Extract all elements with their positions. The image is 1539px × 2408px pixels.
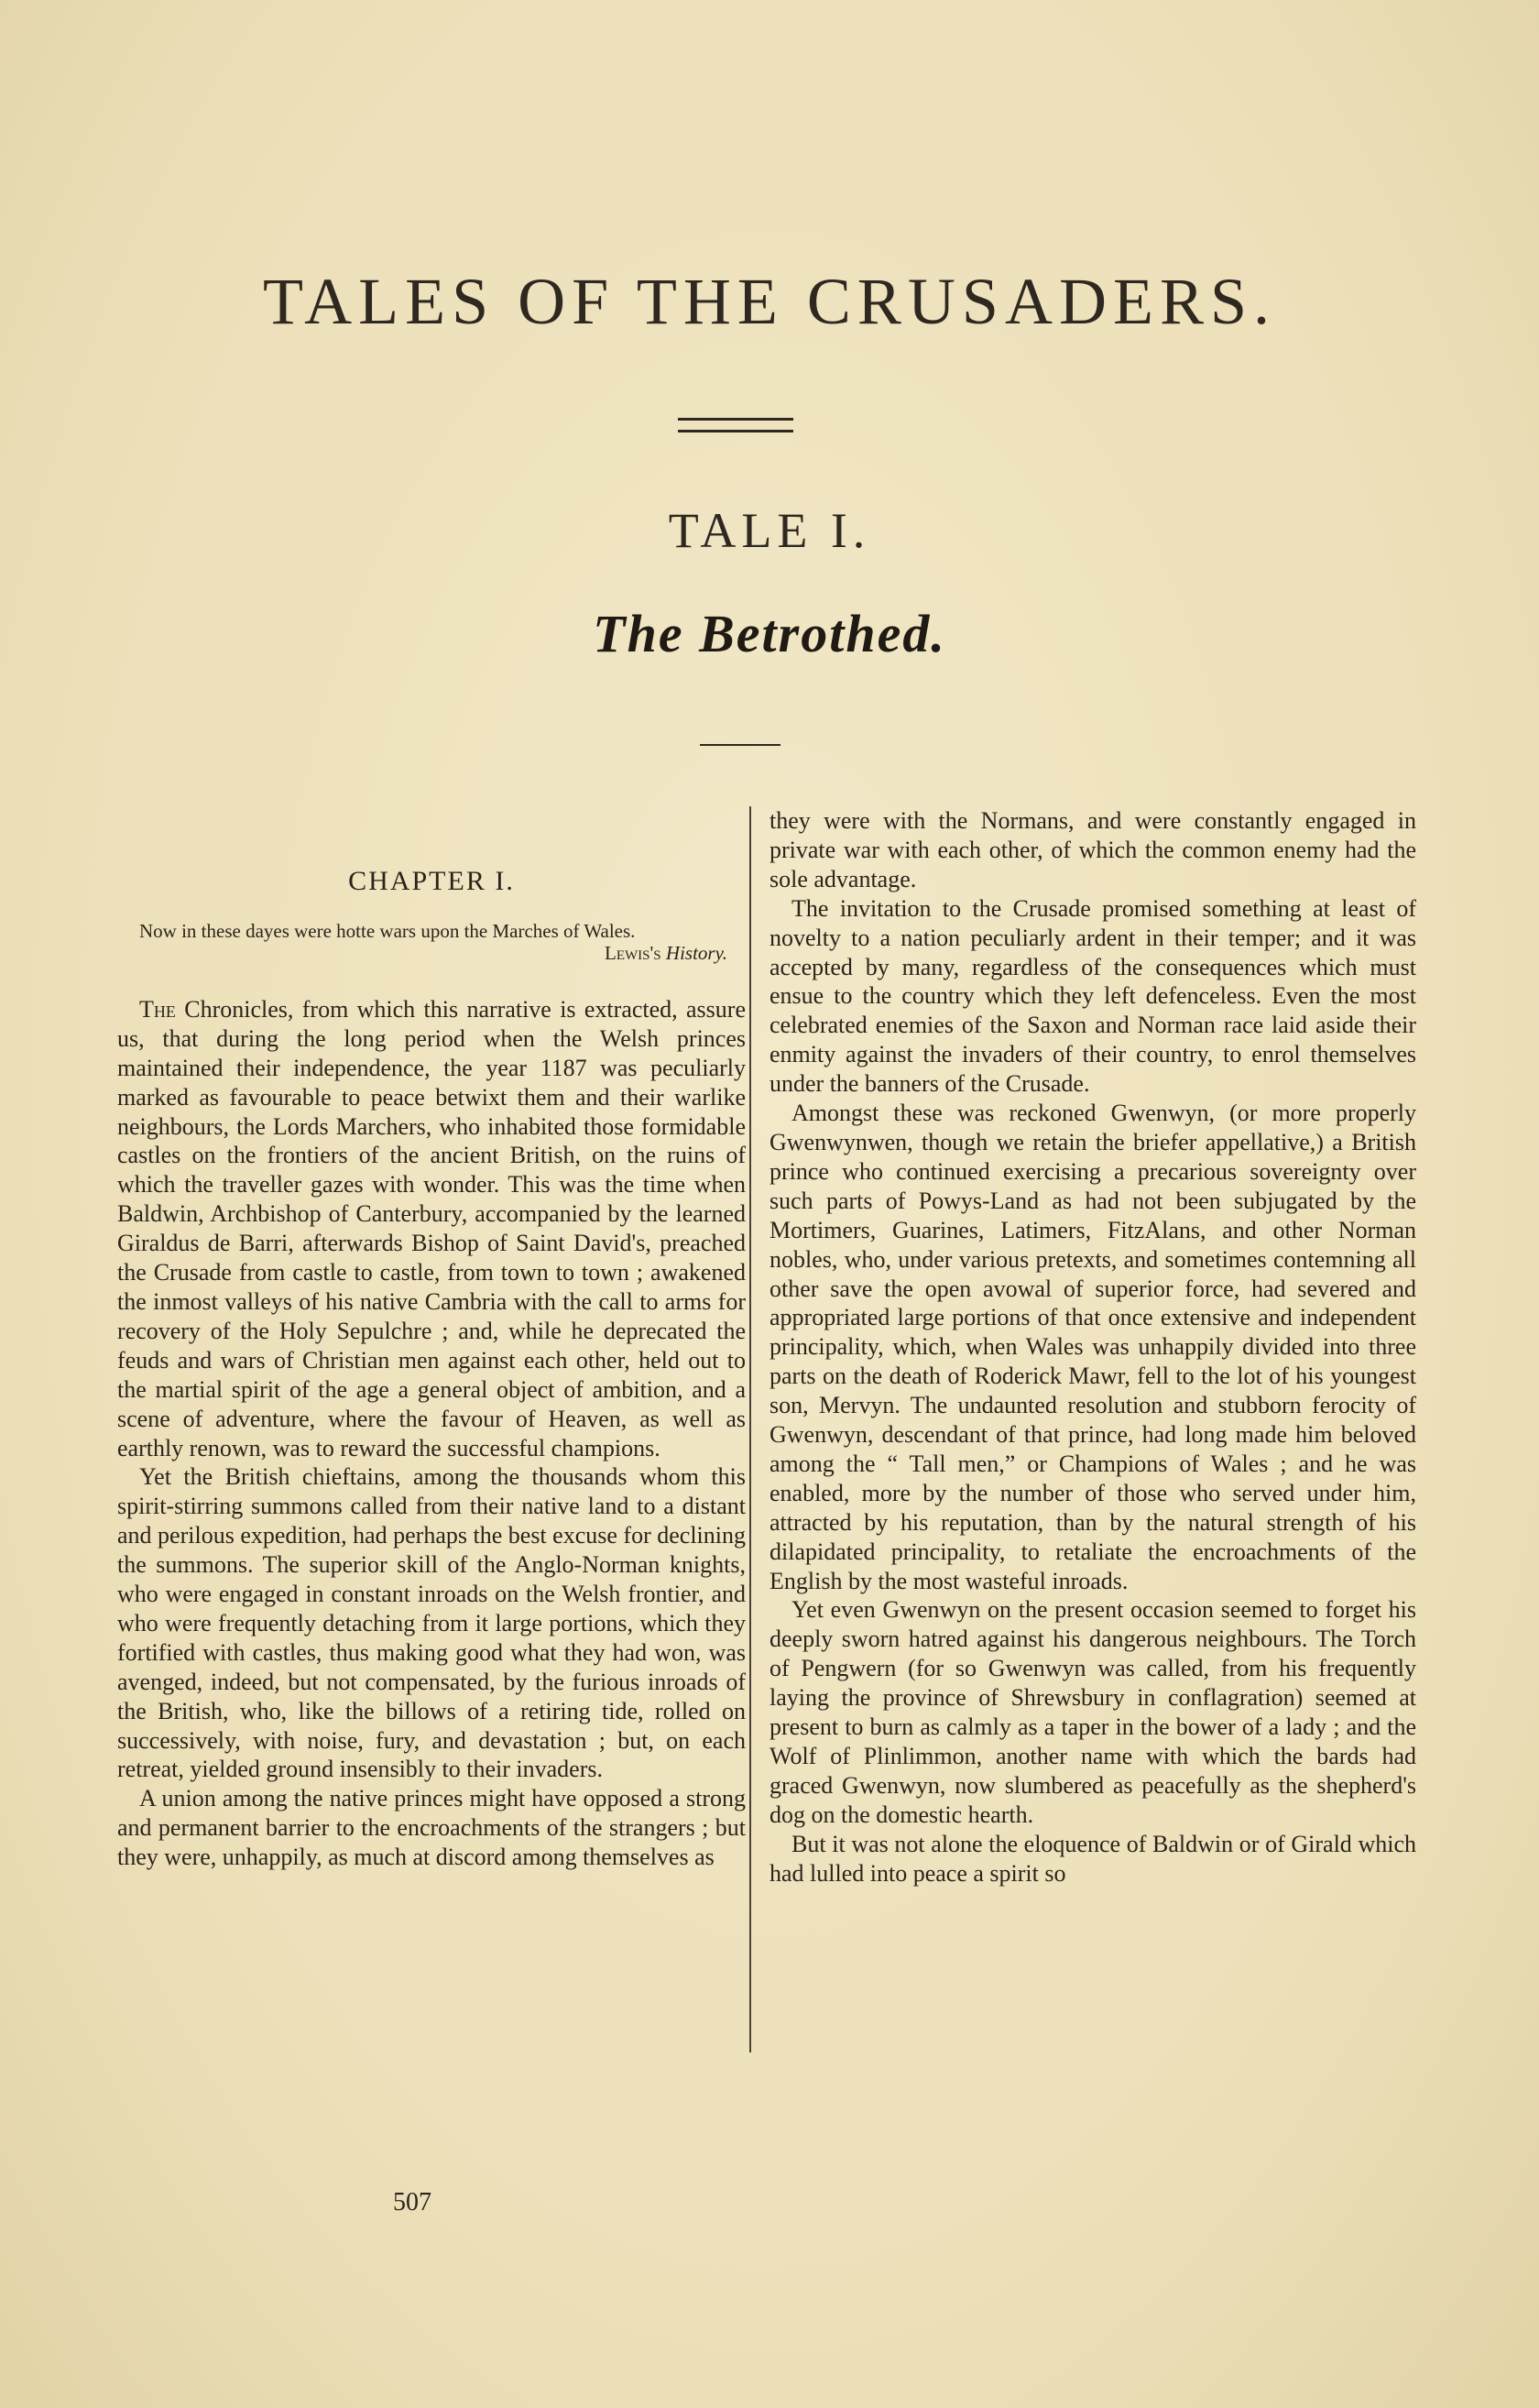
epigraph-text: Now in these dayes were hotte wars upon the Marches of Wales. bbox=[139, 919, 636, 942]
paragraph: The invitation to the Crusade promised something at least of novelty to a nation peculiarly ardent in their temper; and it was accepted by many, regardless of the consequences which must ensue to the country which they left defenceless. Even the most celebrated enemies of the Saxon and Norman race laid aside their enmity against the invaders of their country, to enrol themselves under the banners of the Crusade. bbox=[770, 894, 1416, 1098]
paragraph-text: Chronicles, from which this narrative is extracted, assure us, that during the long period when the Welsh princes maintained their independence, the year 1187 was peculiarly marked as favourable to peace betwixt them and their warlike neighbours, the Lords Marchers, who inhabited those formidable castles on the frontiers of the ancient British, on the ruins of which the traveller gazes with wonder. This was the time when Baldwin, Archbishop of Canterbury, accompanied by the learned Giraldus de Barri, afterwards Bishop of Saint David's, preached the Crusade from castle to castle, from town to town ; awakened the inmost valleys of his native Cambria with the call to arms for recovery of the Holy Sepulchre ; and, while he deprecated the feuds and wars of Christian men against each other, held out to the martial spirit of the age a general object of ambition, and a scene of adventure, where the favour of Heaven, as well as earthly renown, was to reward the successful champions. bbox=[117, 995, 746, 1461]
paragraph: Yet the British chieftains, among the thousands whom this spirit-stirring summons called from their native land to a distant and perilous expedition, had perhaps the best excuse for declining the summons. The superior skill of the Anglo-Norman knights, who were engaged in constant inroads on the Welsh frontier, and who were frequently detaching from it large portions, which they fortified with castles, thus making good what they had won, was avenged, indeed, but not compensated, by the furious inroads of the British, who, like the billows of a retiring tide, rolled on successively, with noise, fury, and devastation ; but, on each retreat, yielded ground insensibly to their invaders. bbox=[117, 1463, 746, 1783]
tale-name: The Betrothed. bbox=[593, 604, 946, 663]
epigraph-source bbox=[117, 942, 746, 964]
epigraph-source-work: History. bbox=[665, 941, 727, 964]
subtitle-rule bbox=[700, 744, 780, 746]
column-divider bbox=[749, 806, 751, 2052]
paragraph: Amongst these was reckoned Gwenwyn, (or more properly Gwenwynwen, though we retain the briefer appellative,) a British prince who continued exercising a precarious sovereignty over such parts of Powys-Land as had not been subjugated by the Mortimers, Guarines, Latimers, FitzAlans, and other Norman nobles, who, under various pretexts, and sometimes contemning all other save the open avowal of superior force, had severed and appropriated large portions of that once extensive and independent principality, which, when Wales was unhappily divided into three parts on the death of Roderick Mawr, fell to the lot of his youngest son, Mervyn. The undaunted resolution and stubborn ferocity of Gwenwyn, descendant of that prince, had long made him beloved among the “ Tall men,” or Champions of Wales ; and he was enabled, more by the number of those who served under him, attracted by his reputation, than by the natural strength of his dilapidated principality, to retaliate the encroachments of the English by the most wasteful inroads. bbox=[770, 1100, 1416, 1594]
lead-word: The bbox=[139, 995, 176, 1023]
right-column bbox=[770, 806, 1416, 1888]
title-double-rule bbox=[678, 418, 793, 432]
chapter-heading: CHAPTER I. bbox=[348, 866, 515, 896]
book-title: TALES OF THE CRUSADERS. bbox=[262, 265, 1277, 338]
epigraph-source-name: Lewis's bbox=[605, 941, 661, 964]
tale-number: TALE I. bbox=[668, 503, 871, 558]
paragraph: Yet even Gwenwyn on the present occasion seemed to forget his deeply sworn hatred against his dangerous neighbours. The Torch of Pengwern (for so Gwenwyn was called, from his frequently laying the province of Shrewsbury in conflagration) seemed at present to burn as calmly as a taper in the bower of a lady ; and the Wolf of Plinlimmon, another name with which the bards had graced Gwenwyn, now slumbered as peacefully as the shepherd's dog on the domestic hearth. bbox=[770, 1596, 1416, 1828]
epigraph bbox=[117, 920, 746, 964]
paragraph bbox=[117, 995, 746, 1463]
page-number: 507 bbox=[393, 2188, 431, 2216]
paragraph: A union among the native princes might have opposed a strong and permanent barrier to the encroachments of the strangers ; but they were, unhappily, as much at discord among themselves as bbox=[117, 1785, 746, 1871]
paragraph: But it was not alone the eloquence of Baldwin or of Girald which had lulled into peace a spirit so bbox=[770, 1830, 1416, 1887]
left-column bbox=[117, 806, 746, 1872]
paragraph: they were with the Normans, and were constantly engaged in private war with each other, of which the common enemy had the sole advantage. bbox=[770, 807, 1416, 892]
